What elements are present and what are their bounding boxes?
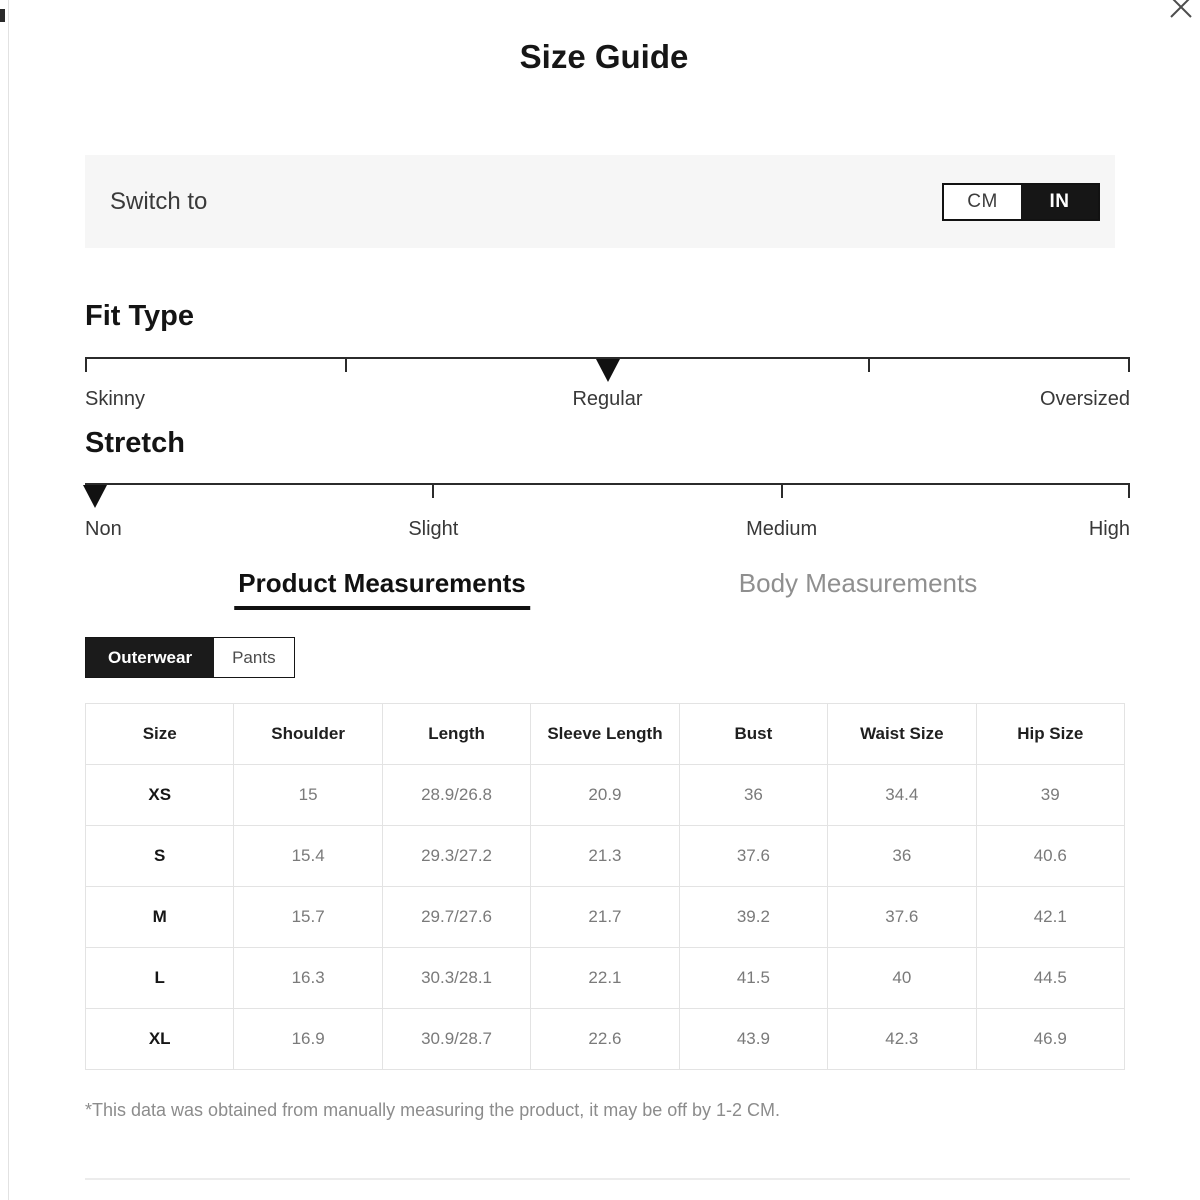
unit-switch-panel xyxy=(85,155,1115,248)
measurement-cell: 20.9 xyxy=(531,765,679,826)
slider-track xyxy=(85,483,1130,485)
measurement-cell: 15.7 xyxy=(234,887,382,948)
unit-toggle xyxy=(942,183,1100,221)
measurement-cell: 42.1 xyxy=(976,887,1124,948)
measurement-disclaimer: *This data was obtained from manually measuring the product, it may be off by 1-2 CM. xyxy=(85,1100,781,1120)
fit-type-heading: Fit Type xyxy=(85,300,195,332)
table-row xyxy=(86,948,1125,1009)
measurement-cell: 37.6 xyxy=(828,887,976,948)
measurement-cell: 36 xyxy=(828,826,976,887)
column-header: Hip Size xyxy=(976,704,1124,765)
switch-to-label: Switch to xyxy=(110,187,208,215)
slider-tick xyxy=(85,357,87,372)
measurement-cell: 28.9/26.8 xyxy=(382,765,530,826)
measurement-cell: 44.5 xyxy=(976,948,1124,1009)
stretch-slider xyxy=(85,476,1130,540)
slider-label-high: High xyxy=(1088,518,1130,540)
slider-marker-icon xyxy=(596,359,620,382)
in-button[interactable]: IN xyxy=(1021,185,1098,219)
slider-label-oversized: Oversized xyxy=(1039,388,1130,410)
measurement-cell: 16.3 xyxy=(234,948,382,1009)
slider-tick xyxy=(868,357,870,372)
measurement-cell: 42.3 xyxy=(828,1009,976,1070)
slider-label-skinny: Skinny xyxy=(85,388,146,410)
measurement-cell: 22.1 xyxy=(531,948,679,1009)
measurement-cell: 30.3/28.1 xyxy=(382,948,530,1009)
measurement-cell: 21.3 xyxy=(531,826,679,887)
outerwear-button[interactable]: Outerwear xyxy=(86,638,214,677)
fit-type-slider xyxy=(85,350,1130,414)
slider-tick xyxy=(432,483,434,498)
size-cell: M xyxy=(86,887,234,948)
column-header: Sleeve Length xyxy=(531,704,679,765)
measurement-cell: 29.7/27.6 xyxy=(382,887,530,948)
measurement-cell: 22.6 xyxy=(531,1009,679,1070)
measurement-cell: 43.9 xyxy=(679,1009,827,1070)
measurement-cell: 37.6 xyxy=(679,826,827,887)
measurement-cell: 36 xyxy=(679,765,827,826)
measurement-cell: 34.4 xyxy=(828,765,976,826)
slider-tick xyxy=(781,483,783,498)
measurement-cell: 16.9 xyxy=(234,1009,382,1070)
measurement-cell: 46.9 xyxy=(976,1009,1124,1070)
size-cell: XS xyxy=(86,765,234,826)
measurement-cell: 40 xyxy=(828,948,976,1009)
size-cell: S xyxy=(86,826,234,887)
cm-button[interactable]: CM xyxy=(944,185,1021,219)
measurement-cell: 39.2 xyxy=(679,887,827,948)
close-icon[interactable] xyxy=(1165,0,1197,23)
measurement-cell: 41.5 xyxy=(679,948,827,1009)
tab-body-measurements[interactable]: Body Measurements xyxy=(735,568,981,606)
slider-label-slight: Slight xyxy=(408,518,459,540)
page-title: Size Guide xyxy=(519,38,689,75)
table-row xyxy=(86,765,1125,826)
column-header: Size xyxy=(86,704,234,765)
slider-tick xyxy=(345,357,347,372)
measurement-cell: 40.6 xyxy=(976,826,1124,887)
measurement-cell: 30.9/28.7 xyxy=(382,1009,530,1070)
slider-tick xyxy=(1128,483,1130,498)
slider-marker-icon xyxy=(83,485,107,508)
page-edge-artifact xyxy=(0,9,5,22)
table-header-row xyxy=(86,704,1125,765)
column-header: Length xyxy=(382,704,530,765)
column-header: Shoulder xyxy=(234,704,382,765)
table-row xyxy=(86,1009,1125,1070)
size-cell: XL xyxy=(86,1009,234,1070)
modal-left-edge xyxy=(8,0,9,1200)
measurement-cell: 21.7 xyxy=(531,887,679,948)
measurement-cell: 15.4 xyxy=(234,826,382,887)
stretch-heading: Stretch xyxy=(85,427,185,459)
measurement-cell: 29.3/27.2 xyxy=(382,826,530,887)
column-header: Bust xyxy=(679,704,827,765)
bottom-divider xyxy=(85,1178,1130,1180)
column-header: Waist Size xyxy=(828,704,976,765)
slider-label-non: Non xyxy=(85,518,122,540)
category-toggle xyxy=(85,637,295,678)
slider-label-medium: Medium xyxy=(746,518,818,540)
slider-tick xyxy=(1128,357,1130,372)
pants-button[interactable]: Pants xyxy=(214,638,293,677)
tab-product-measurements[interactable]: Product Measurements xyxy=(234,568,530,610)
measurement-cell: 15 xyxy=(234,765,382,826)
size-cell: L xyxy=(86,948,234,1009)
slider-label-regular: Regular xyxy=(572,388,643,410)
table-row xyxy=(86,887,1125,948)
size-table xyxy=(85,703,1125,1070)
table-row xyxy=(86,826,1125,887)
measurement-cell: 39 xyxy=(976,765,1124,826)
